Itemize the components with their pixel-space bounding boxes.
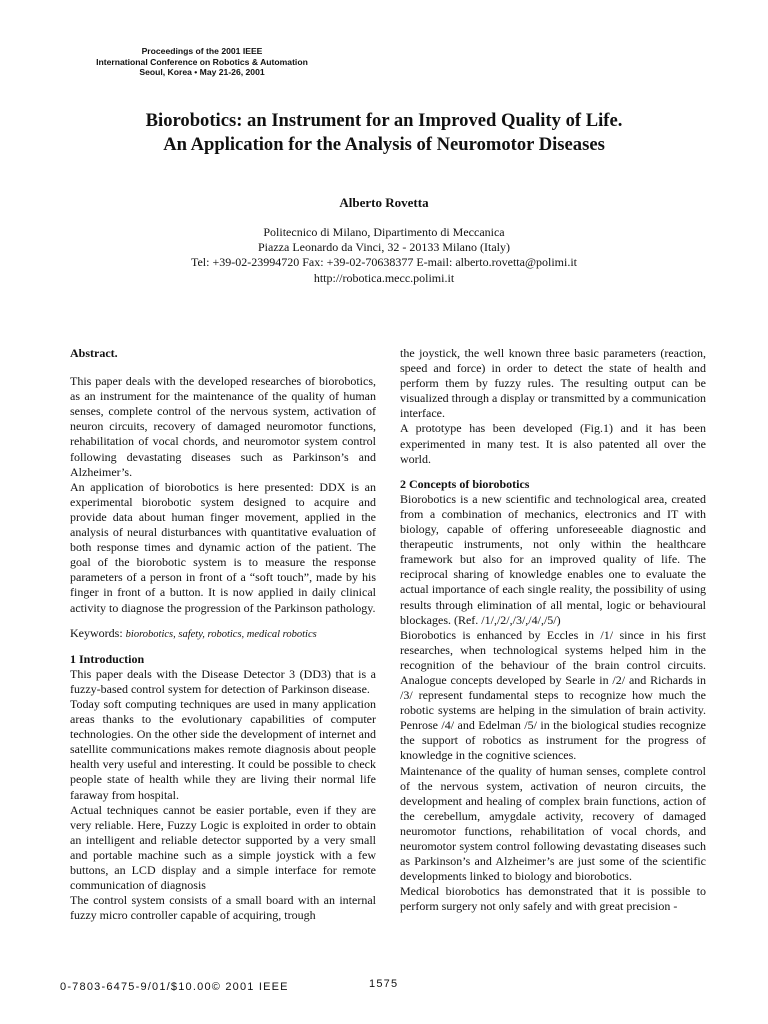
conference-line: International Conference on Robotics & Automation [96,56,308,67]
section-heading-introduction: 1 Introduction [70,651,145,666]
affiliation [60,225,708,286]
body-paragraph: Today soft computing techniques are used in many application areas thanks to the evolutionary capabilities of computer technologies. On the other side the development of internet and satellite communications makes remote diagnosis about people health very useful and interesting. It could be possible to check people state of health while they are living their normal life faraway from hospital. [70,696,376,802]
title-line: An Application for the Analysis of Neuromotor Diseases [163,134,605,155]
body-paragraph: Actual techniques cannot be easier portable, even if they are very reliable. Here, Fuzzy Logic is exploited in order to obtain an intelligent and reliable detector supported by a very small and portable machine such as a simple joystick with a few buttons, an LCD display and a simple interface for remote communication of diagnosis [70,802,376,893]
body-paragraph: Biorobotics is a new scientific and technological area, created from a combination of mechanics, electronics and IT with biology, capable of offering unforeseeable diagnostic and therapeutic instruments, not only within the healthcare framework but also for an improved quality of life. The reciprocal sharing of knowledge enables one to evaluate the actual importance of each single reality, the possibility of using results through elimination of all mental, logic or behavioural blockages. (Ref. /1/,/2/,/3/,/4/,/5/) [400,491,706,627]
affiliation-url[interactable]: http://robotica.mecc.polimi.it [313,270,455,285]
author-name: Alberto Rovetta [339,195,429,210]
conference-header [72,46,332,78]
body-paragraph: The control system consists of a small board with an internal fuzzy micro controller capable of acquiring, trough [70,893,376,923]
abstract-paragraph: This paper deals with the developed researches of biorobotics, as an instrument for the maintenance of the quality of human senses, complete control of the nervous system, activation of neuron circuits, recovery of damaged neuromotor functions, rehabilitation of vocal chords, and neuromotor system control following devastating diseases such as Parkinson’s and Alzheimer’s. [70,374,376,479]
footer-isbn: 0-7803-6475-9/01/$10.00© 2001 IEEE [60,981,289,993]
conference-line: Proceedings of the 2001 IEEE [141,46,263,56]
body-paragraph: Biorobotics is enhanced by Eccles in /1/ since in his first researches, when technological systems helped him in the recognition of the behaviour of the brain control circuits. Analogue concepts developed by Searle in /2/ and Richards in /3/ represent fundamental steps to recognize how much the robotic systems are helping in the simulation of brain activity. Penrose /4/ and Edelman /5/ in the biological studies recognize the support of robotics as instrument for the progress of knowledge in the cognitive sciences. [400,627,706,763]
body-paragraph: Medical biorobotics has demonstrated that it is possible to perform surgery not only safely and with great precision - [400,884,706,914]
affiliation-line: Piazza Leonardo da Vinci, 32 - 20133 Milano (Italy) [258,240,510,255]
body-paragraph: This paper deals with the Disease Detector 3 (DD3) that is a fuzzy-based control system for detection of Parkinson disease. [70,666,376,696]
right-column [400,346,706,914]
body-paragraph: Maintenance of the quality of human senses, complete control of the nervous system, activation of neuron circuits, the development and healing of complex brain functions, action of the cerebellum, amygdale activity, recovery of damaged neuromotor functions, rehabilitation of vocal chords, and neuromotor system control following devastating diseases such as Parkinson’s and Alzheimer’s are just some of the scientific developments linked to biology and biorobotics. [400,763,706,884]
conference-line: Seoul, Korea • May 21-26, 2001 [139,67,265,78]
keywords [70,626,376,642]
affiliation-line: Politecnico di Milano, Dipartimento di Meccanica [263,225,505,239]
keywords-label: Keywords: [70,625,126,640]
body-paragraph: A prototype has been developed (Fig.1) and it has been experimented in many test. It is also patented all over the world. [400,421,706,466]
abstract-heading: Abstract. [70,346,118,360]
body-paragraph: the joystick, the well known three basic parameters (reaction, speed and force) in order to detect the state of health and perform them by fuzzy rules. The resulting output can be visualized through a display or transmitted by a communication interface. [400,346,706,421]
paper-title [60,109,708,157]
keywords-text: biorobotics, safety, robotics, medical robotics [125,628,317,640]
affiliation-contact: Tel: +39-02-23994720 Fax: +39-02-70638377 E-mail: alberto.rovetta@polimi.it [190,255,577,270]
page-number: 1575 [369,978,399,990]
title-line: Biorobotics: an Instrument for an Improved Quality of Life. [145,110,623,131]
left-column [70,346,376,923]
abstract-paragraph: An application of biorobotics is here presented: DDX is an experimental biorobotic system designed to acquire and provide data about human finger movement, applied in the analysis of neural disturbances with quantitative evaluation of both response times and dynamic action of the patient. The goal of the biorobotic system is to measure the response parameters of a person in front of a “soft touch”, made by his finger in front of a button. It is now applied in daily clinical activity to diagnose the progression of the Parkinson pathology. [70,479,376,615]
section-heading-concepts: 2 Concepts of biorobotics [400,476,530,491]
